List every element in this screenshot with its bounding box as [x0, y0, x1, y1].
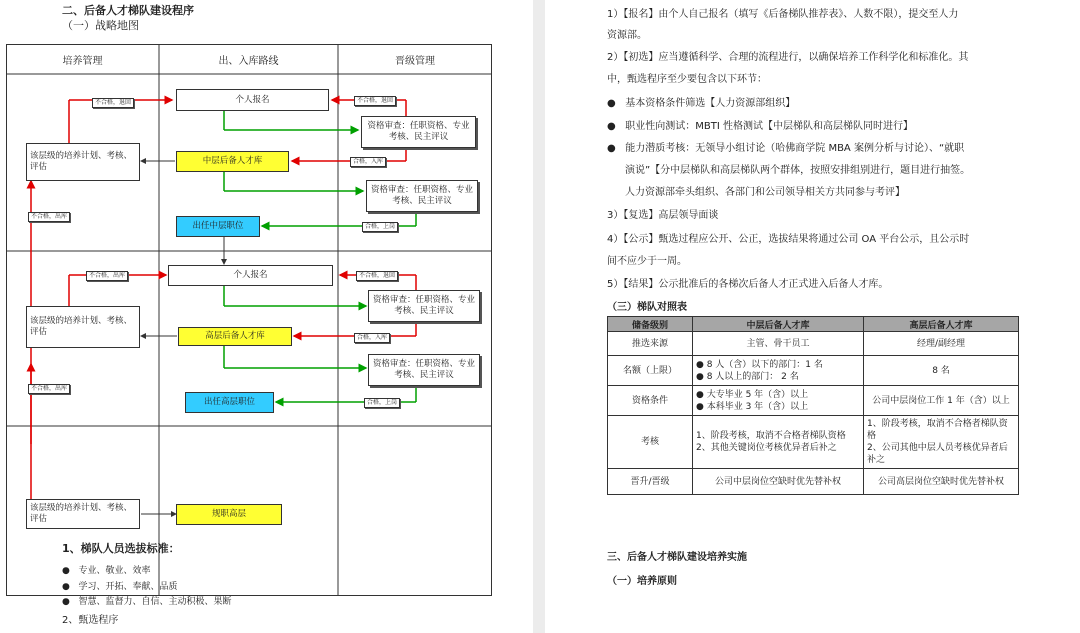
box-plan-1: 该层级的培养计划、考核、评估 [26, 143, 140, 181]
tier-comparison-table [607, 316, 1019, 495]
bullet-item: ● 能力潜质考核：无领导小组讨论（哈佛商学院 MBA 案例分析与讨论）、“就职 [607, 143, 965, 154]
paragraph: 资源部。 [607, 30, 647, 41]
cell-mid [693, 386, 864, 416]
criteria-item: ● 智慧、监督力、自信、主动积极、果断 [62, 597, 232, 607]
row-label: 名额（上限） [608, 356, 693, 386]
box-review-1b: 资格审查：任职资格、专业考核、民主评议 [366, 180, 478, 212]
tag-fail-exit-2: 不合格，出库 [86, 271, 128, 281]
tag-pass-enter-2: 合格，入库 [354, 333, 390, 343]
table-row [608, 332, 1019, 356]
tag-fail-exit-1: 不合格，出库 [28, 212, 70, 222]
box-review-2b: 资格审查：任职资格、专业考核、民主评议 [368, 354, 480, 386]
table-row [608, 356, 1019, 386]
box-high-pool: 高层后备人才库 [178, 327, 292, 346]
bullet-continuation: 人力资源部牵头组织、各部门和公司领导相关方共同参与考评】 [625, 187, 905, 198]
selection-title: 2、甄选程序 [62, 615, 119, 626]
row-label: 推选来源 [608, 332, 693, 356]
subsection-heading: （一）培养原则 [607, 576, 677, 587]
cell-bullet: ● 8 人以上的部门： 2 名 [696, 371, 860, 383]
section-heading: 三、后备人才梯队建设培养实施 [607, 552, 747, 563]
row-label: 资格条件 [608, 386, 693, 416]
box-apply-1: 个人报名 [176, 89, 329, 111]
subsection-heading: （一）战略地图 [62, 19, 139, 32]
paragraph: 4）【公示】甄选过程应公开、公正，选拔结果将通过公司 OA 平台公示，且公示时 [607, 234, 970, 245]
box-review-1a: 资格审查：任职资格、专业考核、民主评议 [361, 116, 476, 148]
cell-line: 2、公司其他中层人员考核优异者后补之 [867, 443, 1008, 465]
box-review-2a: 资格审查：任职资格、专业考核、民主评议 [368, 290, 480, 322]
cell-line: 2、其他关键岗位考核优异者后补之 [696, 443, 837, 453]
row-label: 考核 [608, 416, 693, 469]
paragraph: 间不应少于一周。 [607, 256, 687, 267]
cell-mid [693, 416, 864, 469]
tag-fail-return-1r: 不合格，退回 [354, 96, 396, 106]
row-label: 晋升/晋级 [608, 469, 693, 495]
column-header-route: 出、入库路线 [218, 55, 279, 67]
table-header-row [608, 317, 1019, 332]
tag-pass-up-2: 合格，上岗 [364, 398, 400, 408]
table-row [608, 386, 1019, 416]
paragraph: 中，甄选程序至少要包含以下环节： [607, 74, 767, 85]
bullet-item: ● 基本资格条件筛选【人力资源部组织】 [607, 98, 796, 109]
box-high-position: 出任高层职位 [185, 392, 274, 413]
cell-bullet: ● 大专毕业 5 年（含）以上 [696, 389, 860, 401]
tag-pass-up-1: 合格，上岗 [362, 222, 398, 232]
box-apply-2: 个人报名 [168, 265, 333, 286]
cell-high [864, 416, 1019, 469]
tag-fail-return-2r: 不合格，退回 [356, 271, 398, 281]
section-heading: 二、后备人才梯队建设程序 [62, 4, 194, 17]
paragraph: 2）【初选】应当遵循科学、合理的流程进行，以确保培养工作科学化和标准化。其 [607, 52, 969, 63]
cell-high: 公司高层岗位空缺时优先替补权 [864, 469, 1019, 495]
bullet-item: ● 职业性向测试：MBTI 性格测试【中层梯队和高层梯队同时进行】 [607, 121, 913, 132]
table-row [608, 469, 1019, 495]
column-header-training: 培养管理 [62, 55, 103, 67]
column-header-promotion: 晋级管理 [395, 55, 435, 67]
cell-line: 1、阶段考核，取消不合格者梯队资格 [696, 431, 846, 441]
cell-mid: 公司中层岗位空缺时优先替补权 [693, 469, 864, 495]
cell-bullet: ● 8 人（含）以下的部门：1 名 [696, 359, 860, 371]
cell-mid: 主管、骨干员工 [693, 332, 864, 356]
paragraph: 1）【报名】由个人自己报名（填写《后备梯队推荐表》、人数不限），提交至人力 [607, 9, 959, 20]
table-title: （三）梯队对照表 [607, 302, 687, 313]
table-header: 高层后备人才库 [864, 317, 1019, 332]
box-mid-pool: 中层后备人才库 [176, 151, 289, 172]
table-header: 中层后备人才库 [693, 317, 864, 332]
paragraph: 5）【结果】公示批准后的各梯次后备人才正式进入后备人才库。 [607, 279, 889, 290]
box-plan-3: 该层级的培养计划、考核、评估 [26, 499, 140, 529]
table-header: 储备级别 [608, 317, 693, 332]
document-page-right [545, 0, 1080, 633]
table-row [608, 416, 1019, 469]
paragraph: 3）【复选】高层领导面谈 [607, 210, 719, 221]
cell-high: 公司中层岗位工作 1 年（含）以上 [864, 386, 1019, 416]
tag-fail-return-1: 不合格，退回 [92, 98, 134, 108]
cell-bullet: ● 本科毕业 3 年（含）以上 [696, 401, 860, 413]
strategy-flowchart [6, 44, 492, 596]
document-page-left [0, 0, 533, 633]
box-plan-2: 该层级的培养计划、考核、评估 [26, 306, 140, 348]
cell-line: 1、阶段考核，取消不合格者梯队资格 [867, 419, 1008, 441]
criteria-item: ● 专业、敬业、效率 [62, 566, 151, 576]
tag-pass-enter-1: 合格，入库 [350, 157, 386, 167]
bullet-continuation: 演说”【分中层梯队和高层梯队两个群体，按照安排组别进行，题目进行抽签。 [625, 165, 971, 176]
cell-mid [693, 356, 864, 386]
criteria-item: ● 学习、开拓、奉献、品质 [62, 582, 178, 592]
box-senior-position: 规职高层 [176, 504, 282, 525]
criteria-title: 1、梯队人员选拔标准： [62, 542, 180, 555]
box-mid-position: 出任中层职位 [176, 216, 260, 237]
cell-high: 经理/副经理 [864, 332, 1019, 356]
cell-high: 8 名 [864, 356, 1019, 386]
tag-fail-exit-2b: 不合格，出库 [28, 384, 70, 394]
